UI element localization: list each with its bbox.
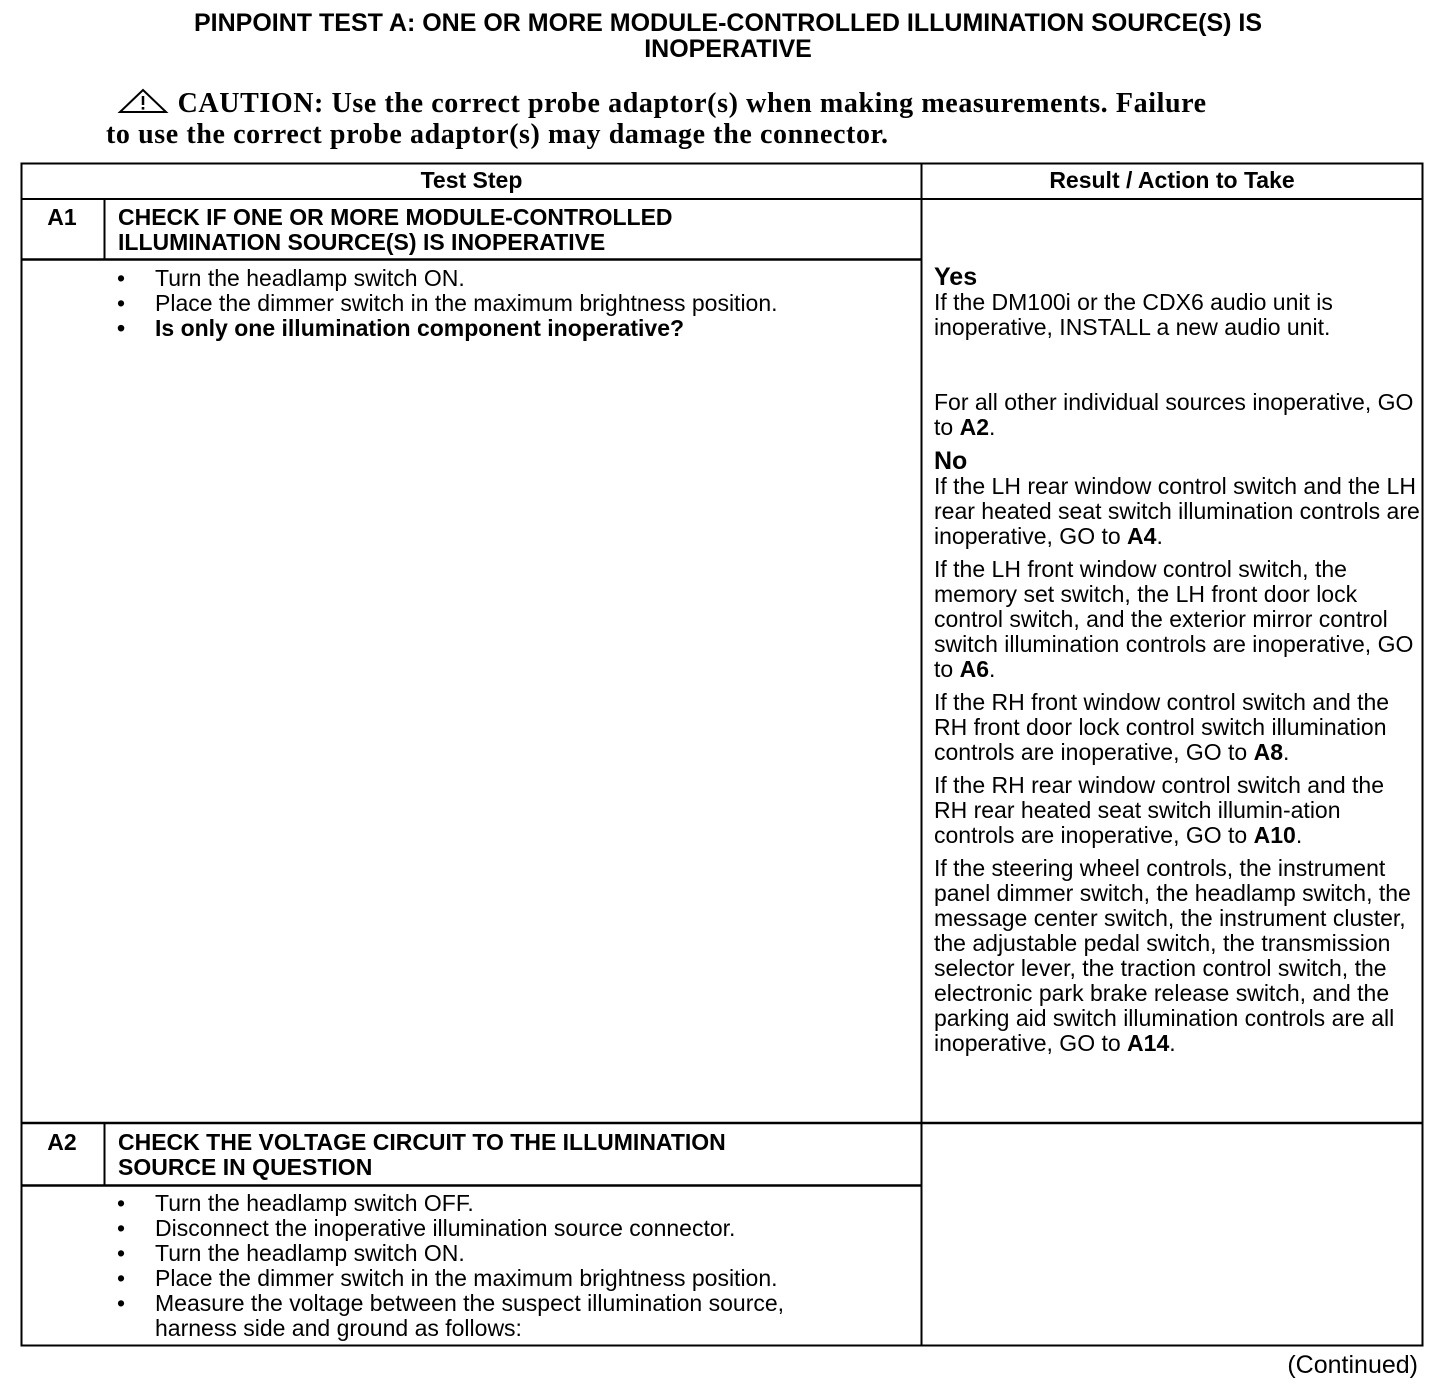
list-item: • Measure the voltage between the suspect illumination source, harness side and ground as follows: bbox=[117, 1291, 857, 1341]
header-test-step: Test Step bbox=[420, 167, 523, 193]
step-a1-title-line1: CHECK IF ONE OR MORE MODULE-CONTROLLED bbox=[118, 204, 673, 230]
list-item: • Turn the headlamp switch ON. bbox=[117, 266, 877, 291]
goto-link-a6[interactable]: A6 bbox=[959, 656, 989, 682]
step-a2-title-line1: CHECK THE VOLTAGE CIRCUIT TO THE ILLUMINATION bbox=[118, 1129, 726, 1155]
no-result-item: If the RH rear window control switch and the RH rear heated seat switch illumin-ation controls are inoperative, GO to A10. bbox=[934, 772, 1384, 848]
no-result-item: If the RH front window control switch and the RH front door lock control switch illumination controls are inoperative, GO to A8. bbox=[934, 689, 1390, 765]
header-result-action: Result / Action to Take bbox=[1049, 167, 1295, 193]
list-item: • Disconnect the inoperative illumination source connector. bbox=[117, 1216, 857, 1241]
step-a1-id: A1 bbox=[47, 204, 77, 230]
no-result-item: If the LH front window control switch, the memory set switch, the LH front door lock control switch, and the exterior mirror control switch illumination controls are inoperative, GO to A6. bbox=[934, 556, 1414, 682]
goto-link-a4[interactable]: A4 bbox=[1127, 523, 1157, 549]
list-item: • Is only one illumination component inoperative? bbox=[117, 316, 877, 341]
yes-result-audio: If the DM100i or the CDX6 audio unit is inoperative, INSTALL a new audio unit. bbox=[934, 289, 1333, 340]
step-a1-title-line2: ILLUMINATION SOURCE(S) IS INOPERATIVE bbox=[118, 229, 606, 255]
goto-link-a10[interactable]: A10 bbox=[1253, 822, 1296, 848]
list-item: • Turn the headlamp switch ON. bbox=[117, 1241, 857, 1266]
step-a1-title bbox=[118, 205, 898, 255]
step-a2-title bbox=[118, 1130, 898, 1180]
step-a2-title-line2: SOURCE IN QUESTION bbox=[118, 1154, 373, 1180]
step-a2-instructions bbox=[117, 1191, 857, 1341]
goto-link-a8[interactable]: A8 bbox=[1253, 739, 1284, 765]
page-title-line1: PINPOINT TEST A: ONE OR MORE MODULE-CONTROLLED ILLUMINATION SOURCE(S) IS bbox=[193, 9, 1263, 37]
step-a1-results bbox=[934, 264, 1420, 1064]
list-item: • Place the dimmer switch in the maximum brightness position. bbox=[117, 291, 877, 316]
list-item: • Place the dimmer switch in the maximum brightness position. bbox=[117, 1266, 857, 1291]
step-a2-id: A2 bbox=[47, 1129, 77, 1155]
no-result-item: If the LH rear window control switch and the LH rear heated seat switch illumination controls are inoperative, GO to A4. bbox=[934, 473, 1420, 549]
yes-label: Yes bbox=[934, 263, 978, 291]
goto-link-a14[interactable]: A14 bbox=[1127, 1030, 1170, 1056]
yes-result-other: For all other individual sources inoperative, GO to A2. bbox=[934, 389, 1414, 440]
caution-text-line2: to use the correct probe adaptor(s) may damage the connector. bbox=[106, 119, 889, 150]
continued-label: (Continued) bbox=[1287, 1351, 1418, 1379]
no-result-item: If the steering wheel controls, the instrument panel dimmer switch, the headlamp switch, the message center switch, the instrument cluster, the adjustable pedal switch, the transmission selector lever, the traction control switch, the electronic park brake release switch, and the parking aid switch illumination controls are all inoperative, GO to A14. bbox=[934, 855, 1411, 1056]
step-a1-instructions bbox=[117, 266, 877, 341]
page-title-line2: INOPERATIVE bbox=[644, 35, 812, 63]
goto-link-a2[interactable]: A2 bbox=[959, 414, 989, 440]
no-label: No bbox=[934, 447, 968, 475]
list-item: • Turn the headlamp switch OFF. bbox=[117, 1191, 857, 1216]
caution-text-line1: CAUTION: Use the correct probe adaptor(s) when making measurements. Failure bbox=[177, 88, 1207, 119]
